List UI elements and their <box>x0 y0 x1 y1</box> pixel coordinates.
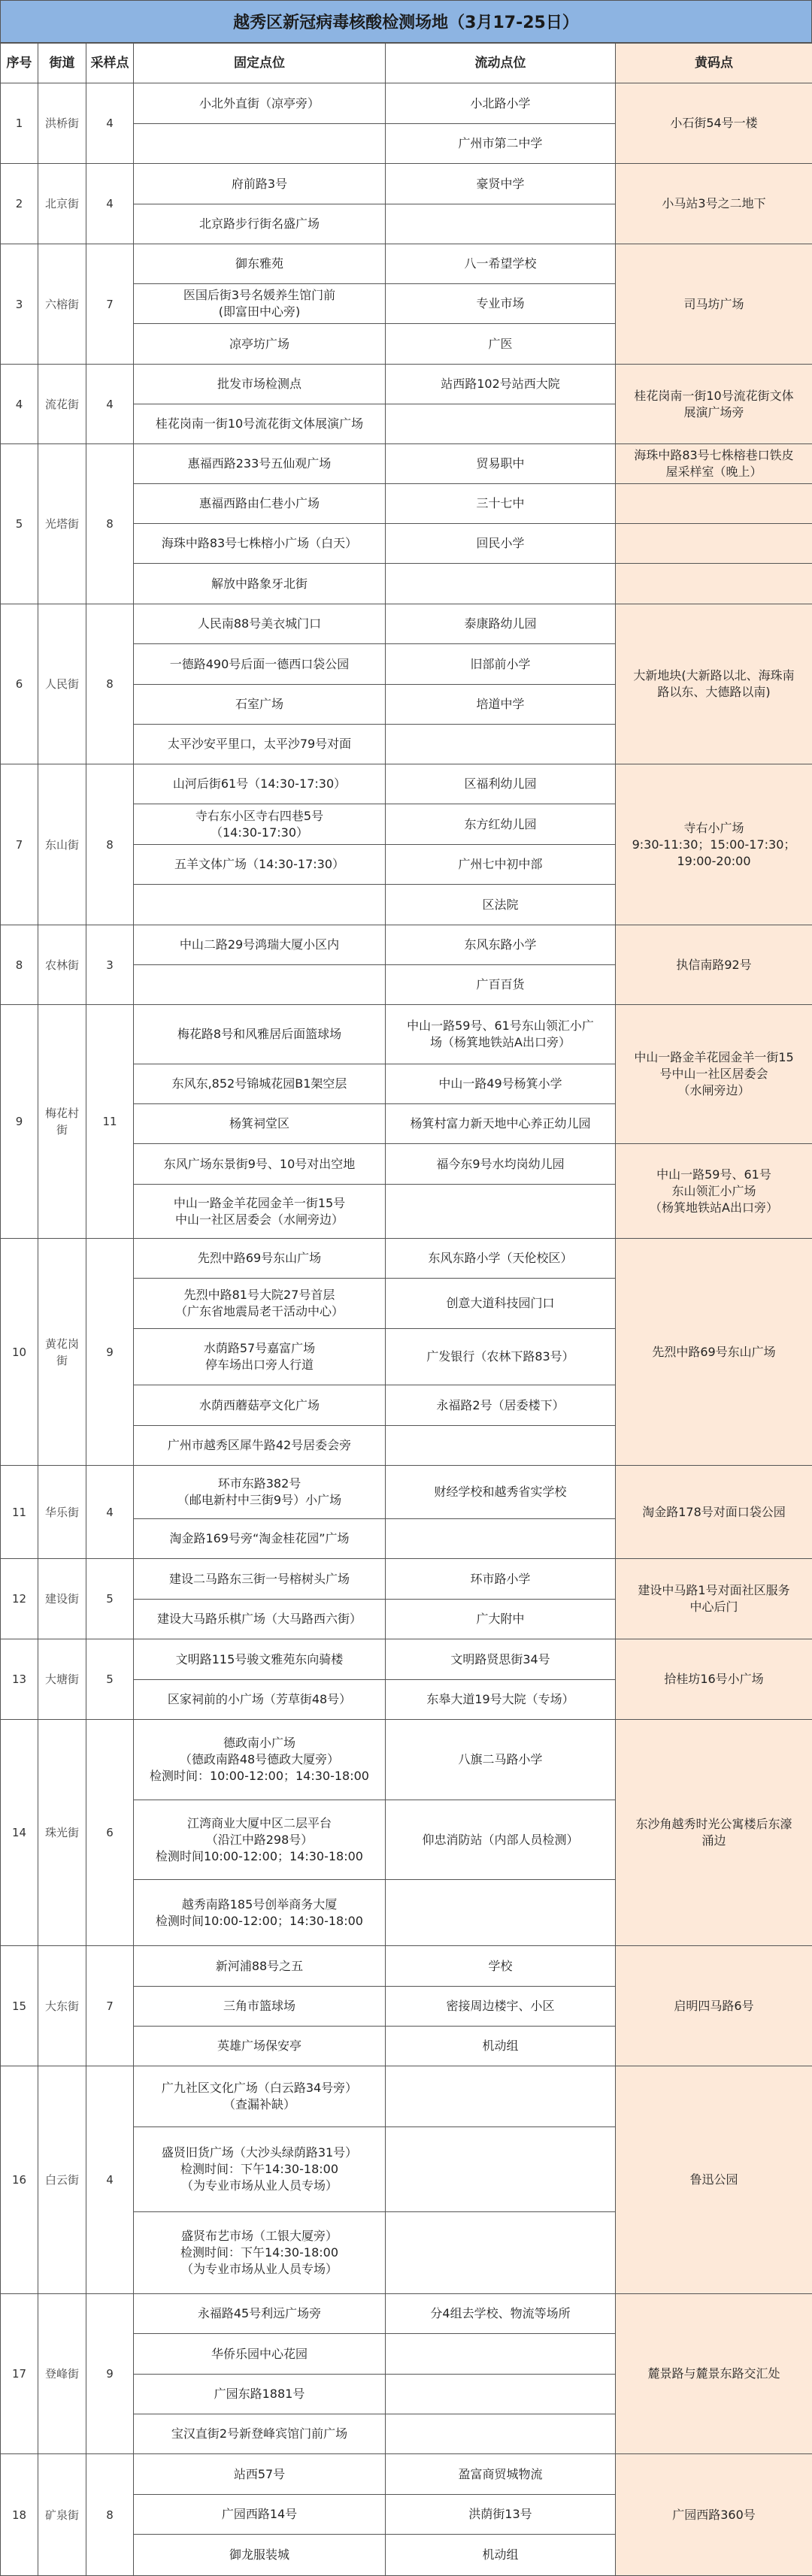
table-row <box>1 1946 812 1987</box>
mobile-site: 站西路102号站西大院 <box>386 365 616 404</box>
fixed-site: 批发市场检测点 <box>134 365 386 404</box>
fixed-site: 解放中路象牙北街 <box>134 564 386 604</box>
fixed-site: 越秀南路185号创举商务大厦 检测时间10:00-12:00；14:30-18:00 <box>134 1880 386 1946</box>
street-name: 大东街 <box>38 1946 86 2066</box>
street-name: 珠光街 <box>38 1720 86 1946</box>
street-name: 农林街 <box>38 925 86 1005</box>
fixed-site: 惠福西路由仁巷小广场 <box>134 484 386 524</box>
yellow-code-site: 麓景路与麓景东路交汇处 <box>616 2294 812 2454</box>
fixed-site: 北京路步行街名盛广场 <box>134 204 386 244</box>
mobile-site <box>386 2375 616 2414</box>
fixed-site: 石室广场 <box>134 685 386 725</box>
street-name: 黄花岗街 <box>38 1239 86 1466</box>
fixed-site: 一德路490号后面一德西口袋公园 <box>134 644 386 685</box>
header-yellow: 黄码点 <box>616 44 812 83</box>
mobile-site <box>386 564 616 604</box>
sample-count: 8 <box>86 444 134 604</box>
mobile-site <box>386 2127 616 2212</box>
yellow-code-site: 小石街54号一楼 <box>616 83 812 164</box>
mobile-site: 培道中学 <box>386 685 616 725</box>
table-row <box>1 365 812 404</box>
street-name: 北京街 <box>38 164 86 244</box>
row-number: 15 <box>1 1946 38 2066</box>
testing-sites-table <box>0 43 812 2576</box>
mobile-site: 杨箕村富力新天地中心养正幼儿园 <box>386 1104 616 1144</box>
fixed-site <box>134 124 386 164</box>
row-number: 16 <box>1 2066 38 2294</box>
mobile-site: 财经学校和越秀省实学校 <box>386 1466 616 1519</box>
street-name: 登峰街 <box>38 2294 86 2454</box>
mobile-site <box>386 725 616 764</box>
fixed-site: 中山一路金羊花园金羊一街15号 中山一社区居委会（水闸旁边） <box>134 1185 386 1239</box>
sample-count: 8 <box>86 764 134 925</box>
yellow-code-site: 东沙角越秀时光公寓楼后东濠 涌边 <box>616 1720 812 1946</box>
fixed-site: 府前路3号 <box>134 164 386 204</box>
sample-count: 7 <box>86 244 134 365</box>
street-name: 六榕街 <box>38 244 86 365</box>
table-row <box>1 244 812 284</box>
mobile-site: 盈富商贸城物流 <box>386 2454 616 2495</box>
yellow-code-site: 建设中马路1号对面社区服务 中心后门 <box>616 1559 812 1639</box>
fixed-site: 广九社区文化广场（白云路34号旁） （查漏补缺） <box>134 2066 386 2127</box>
fixed-site: 桂花岗南一街10号流花街文体展演广场 <box>134 404 386 444</box>
fixed-site: 梅花路8号和风雅居后面篮球场 <box>134 1005 386 1064</box>
row-number: 8 <box>1 925 38 1005</box>
fixed-site: 广园西路14号 <box>134 2495 386 2535</box>
yellow-code-site: 执信南路92号 <box>616 925 812 1005</box>
fixed-site: 广州市越秀区犀牛路42号居委会旁 <box>134 1426 386 1466</box>
mobile-site: 东风东路小学 <box>386 925 616 965</box>
mobile-site: 广百百货 <box>386 965 616 1005</box>
row-number: 9 <box>1 1005 38 1239</box>
row-number: 12 <box>1 1559 38 1639</box>
mobile-site: 分4组去学校、物流等场所 <box>386 2294 616 2334</box>
sample-count: 4 <box>86 1466 134 1559</box>
yellow-code-site: 启明四马路6号 <box>616 1946 812 2066</box>
fixed-site: 江湾商业大厦中区二层平台 （沿江中路298号） 检测时间10:00-12:00；14:30-18:00 <box>134 1800 386 1880</box>
fixed-site: 盛贤布艺市场（工银大厦旁） 检测时间：下午14:30-18:00 （为专业市场从业人员专场） <box>134 2212 386 2294</box>
table-row <box>1 1466 812 1519</box>
street-name: 华乐街 <box>38 1466 86 1559</box>
mobile-site <box>386 1185 616 1239</box>
mobile-site: 贸易职中 <box>386 444 616 484</box>
header-street: 街道 <box>38 44 86 83</box>
row-number: 3 <box>1 244 38 365</box>
row-number: 1 <box>1 83 38 164</box>
street-name: 东山街 <box>38 764 86 925</box>
table-row <box>1 1720 812 1800</box>
fixed-site: 海珠中路83号七株榕小广场（白天） <box>134 524 386 564</box>
mobile-site: 旧部前小学 <box>386 644 616 685</box>
yellow-code-site: 桂花岗南一街10号流花街文体 展演广场旁 <box>616 365 812 444</box>
mobile-site <box>386 1519 616 1559</box>
fixed-site: 华侨乐园中心花园 <box>134 2334 386 2375</box>
street-name: 大塘街 <box>38 1639 86 1720</box>
yellow-code-site: 拾桂坊16号小广场 <box>616 1639 812 1720</box>
sample-count: 8 <box>86 604 134 764</box>
fixed-site: 新河浦88号之五 <box>134 1946 386 1987</box>
fixed-site: 水荫路57号嘉富广场 停车场出口旁人行道 <box>134 1329 386 1385</box>
row-number: 6 <box>1 604 38 764</box>
row-number: 10 <box>1 1239 38 1466</box>
street-name: 矿泉街 <box>38 2454 86 2576</box>
sample-count: 3 <box>86 925 134 1005</box>
mobile-site <box>386 2334 616 2375</box>
row-number: 2 <box>1 164 38 244</box>
row-number: 18 <box>1 2454 38 2576</box>
mobile-site: 文明路贤思街34号 <box>386 1639 616 1680</box>
fixed-site: 永福路45号利远广场旁 <box>134 2294 386 2334</box>
mobile-site: 八一希望学校 <box>386 244 616 284</box>
fixed-site: 水荫西蘑菇亭文化广场 <box>134 1385 386 1426</box>
mobile-site: 小北路小学 <box>386 83 616 124</box>
table-row <box>1 2294 812 2334</box>
fixed-site: 御东雅苑 <box>134 244 386 284</box>
header-no: 序号 <box>1 44 38 83</box>
mobile-site: 密接周边楼宇、小区 <box>386 1987 616 2027</box>
mobile-site: 广州市第二中学 <box>386 124 616 164</box>
mobile-site: 回民小学 <box>386 524 616 564</box>
mobile-site: 泰康路幼儿园 <box>386 604 616 644</box>
row-number: 11 <box>1 1466 38 1559</box>
mobile-site <box>386 1426 616 1466</box>
fixed-site: 环市东路382号 （邮电新村中三街9号）小广场 <box>134 1466 386 1519</box>
street-name: 洪桥街 <box>38 83 86 164</box>
fixed-site: 五羊文体广场（14:30-17:30） <box>134 845 386 885</box>
mobile-site: 机动组 <box>386 2027 616 2066</box>
mobile-site: 区法院 <box>386 885 616 925</box>
table-row <box>1 2066 812 2127</box>
row-number: 13 <box>1 1639 38 1720</box>
fixed-site: 医国后街3号名媛养生馆门前 (即富田中心旁) <box>134 284 386 324</box>
mobile-site: 创意大道科技园门口 <box>386 1279 616 1329</box>
fixed-site: 建设大马路乐棋广场（大马路西六街） <box>134 1600 386 1639</box>
fixed-site: 淘金路169号旁“淘金桂花园”广场 <box>134 1519 386 1559</box>
street-name: 光塔街 <box>38 444 86 604</box>
yellow-code-site: 寺右小广场 9:30-11:30；15:00-17:30； 19:00-20:00 <box>616 764 812 925</box>
mobile-site: 洪荫街13号 <box>386 2495 616 2535</box>
sample-count: 11 <box>86 1005 134 1239</box>
sample-count: 5 <box>86 1559 134 1639</box>
mobile-site: 东皋大道19号大院（专场） <box>386 1680 616 1720</box>
table-row <box>1 1005 812 1064</box>
fixed-site: 广园东路1881号 <box>134 2375 386 2414</box>
mobile-site: 机动组 <box>386 2535 616 2576</box>
mobile-site: 永福路2号（居委楼下） <box>386 1385 616 1426</box>
row-number: 5 <box>1 444 38 604</box>
fixed-site: 寺右东小区寺右四巷5号 （14:30-17:30） <box>134 804 386 845</box>
fixed-site: 宝汉直街2号新登峰宾馆门前广场 <box>134 2414 386 2454</box>
street-name: 流花街 <box>38 365 86 444</box>
mobile-site: 东风东路小学（天伦校区） <box>386 1239 616 1279</box>
mobile-site <box>386 2414 616 2454</box>
sample-count: 9 <box>86 2294 134 2454</box>
street-name: 白云街 <box>38 2066 86 2294</box>
street-name: 建设街 <box>38 1559 86 1639</box>
fixed-site: 建设二马路东三街一号榕树头广场 <box>134 1559 386 1600</box>
yellow-code-site: 海珠中路83号七株榕巷口铁皮 屋采样室（晚上） <box>616 444 812 484</box>
yellow-code-site: 司马坊广场 <box>616 244 812 365</box>
fixed-site: 中山二路29号鸿瑞大厦小区内 <box>134 925 386 965</box>
table-row <box>1 83 812 124</box>
fixed-site: 三角市篮球场 <box>134 1987 386 2027</box>
table-row <box>1 444 812 484</box>
table-row <box>1 1559 812 1600</box>
street-name: 梅花村街 <box>38 1005 86 1239</box>
yellow-code-site: 中山一路59号、61号 东山领汇小广场 （杨箕地铁站A出口旁） <box>616 1144 812 1239</box>
fixed-site: 凉亭坊广场 <box>134 324 386 365</box>
yellow-code-site <box>616 484 812 524</box>
row-number: 4 <box>1 365 38 444</box>
yellow-code-site: 先烈中路69号东山广场 <box>616 1239 812 1466</box>
fixed-site <box>134 885 386 925</box>
fixed-site: 杨箕祠堂区 <box>134 1104 386 1144</box>
row-number: 14 <box>1 1720 38 1946</box>
table-row <box>1 1239 812 1279</box>
sample-count: 6 <box>86 1720 134 1946</box>
mobile-site: 广医 <box>386 324 616 365</box>
fixed-site: 先烈中路81号大院27号首层 （广东省地震局老干活动中心） <box>134 1279 386 1329</box>
sample-count: 5 <box>86 1639 134 1720</box>
sample-count: 4 <box>86 164 134 244</box>
mobile-site <box>386 1880 616 1946</box>
sample-count: 4 <box>86 365 134 444</box>
mobile-site: 福今东9号水均岗幼儿园 <box>386 1144 616 1185</box>
mobile-site: 专业市场 <box>386 284 616 324</box>
street-name: 人民街 <box>38 604 86 764</box>
table-row <box>1 2454 812 2495</box>
sample-count: 9 <box>86 1239 134 1466</box>
header-mobile: 流动点位 <box>386 44 616 83</box>
mobile-site <box>386 2066 616 2127</box>
fixed-site: 区家祠前的小广场（芳草街48号） <box>134 1680 386 1720</box>
mobile-site: 中山一路59号、61号东山领汇小广 场（杨箕地铁站A出口旁） <box>386 1005 616 1064</box>
header-count: 采样点 <box>86 44 134 83</box>
row-number: 17 <box>1 2294 38 2454</box>
mobile-site: 广州七中初中部 <box>386 845 616 885</box>
fixed-site: 惠福西路233号五仙观广场 <box>134 444 386 484</box>
mobile-site: 环市路小学 <box>386 1559 616 1600</box>
header-fixed: 固定点位 <box>134 44 386 83</box>
yellow-code-site: 广园西路360号 <box>616 2454 812 2576</box>
mobile-site: 八旗二马路小学 <box>386 1720 616 1800</box>
yellow-code-site: 中山一路金羊花园金羊一街15 号中山一社区居委会 （水闸旁边） <box>616 1005 812 1144</box>
fixed-site: 御龙服装城 <box>134 2535 386 2576</box>
fixed-site: 东风东,852号锦城花园B1架空层 <box>134 1064 386 1104</box>
fixed-site: 英雄广场保安亭 <box>134 2027 386 2066</box>
table-row <box>1 925 812 965</box>
mobile-site: 区福利幼儿园 <box>386 764 616 804</box>
sample-count: 4 <box>86 83 134 164</box>
yellow-code-site: 鲁迅公园 <box>616 2066 812 2294</box>
fixed-site: 德政南小广场 （德政南路48号德政大厦旁） 检测时间：10:00-12:00；14:30-18:00 <box>134 1720 386 1800</box>
table-row <box>1 1639 812 1680</box>
mobile-site: 豪贤中学 <box>386 164 616 204</box>
fixed-site: 文明路115号骏文雅苑东向骑楼 <box>134 1639 386 1680</box>
mobile-site: 东方红幼儿园 <box>386 804 616 845</box>
fixed-site: 盛贤旧货广场（大沙头绿荫路31号） 检测时间：下午14:30-18:00 （为专业市场从业人员专场） <box>134 2127 386 2212</box>
sample-count: 8 <box>86 2454 134 2576</box>
table-row <box>1 764 812 804</box>
table-title: 越秀区新冠病毒核酸检测场地（3月17-25日） <box>0 0 812 43</box>
yellow-code-site: 大新地块(大新路以北、海珠南 路以东、大德路以南) <box>616 604 812 764</box>
yellow-code-site: 淘金路178号对面口袋公园 <box>616 1466 812 1559</box>
mobile-site: 三十七中 <box>386 484 616 524</box>
fixed-site: 山河后街61号（14:30-17:30） <box>134 764 386 804</box>
row-number: 7 <box>1 764 38 925</box>
mobile-site <box>386 204 616 244</box>
mobile-site: 学校 <box>386 1946 616 1987</box>
yellow-code-site <box>616 564 812 604</box>
mobile-site <box>386 404 616 444</box>
fixed-site: 小北外直街（凉亭旁） <box>134 83 386 124</box>
sample-count: 7 <box>86 1946 134 2066</box>
fixed-site <box>134 965 386 1005</box>
mobile-site: 广发银行（农林下路83号） <box>386 1329 616 1385</box>
sample-count: 4 <box>86 2066 134 2294</box>
yellow-code-site: 小马站3号之二地下 <box>616 164 812 244</box>
mobile-site: 仰忠消防站（内部人员检测） <box>386 1800 616 1880</box>
table-row <box>1 604 812 644</box>
mobile-site <box>386 2212 616 2294</box>
yellow-code-site <box>616 524 812 564</box>
fixed-site: 东风广场东景街9号、10号对出空地 <box>134 1144 386 1185</box>
fixed-site: 站西57号 <box>134 2454 386 2495</box>
header-row <box>1 44 812 83</box>
fixed-site: 先烈中路69号东山广场 <box>134 1239 386 1279</box>
mobile-site: 广大附中 <box>386 1600 616 1639</box>
mobile-site: 中山一路49号杨箕小学 <box>386 1064 616 1104</box>
fixed-site: 人民南88号美衣城门口 <box>134 604 386 644</box>
table-row <box>1 164 812 204</box>
fixed-site: 太平沙安平里口，太平沙79号对面 <box>134 725 386 764</box>
